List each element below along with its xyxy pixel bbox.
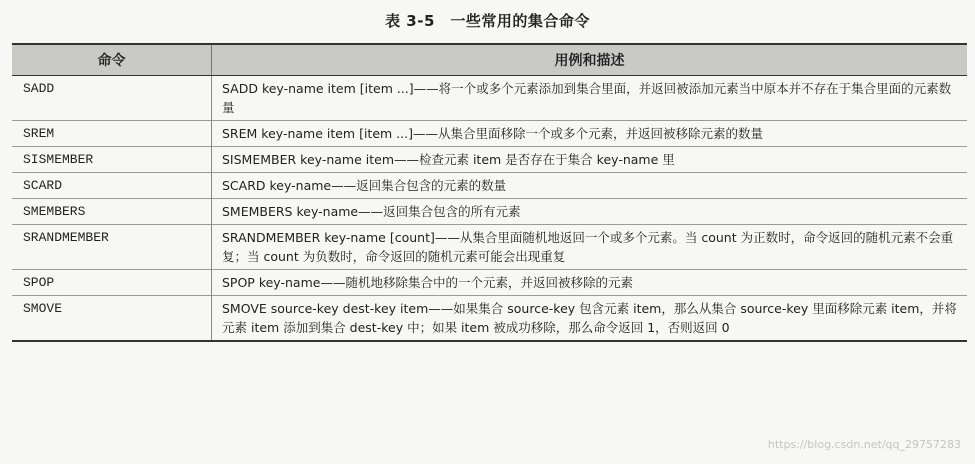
table-body — [12, 76, 967, 342]
header-command: 命令 — [12, 44, 212, 76]
description-cell: SRANDMEMBER key-name [count]——从集合里面随机地返回一个或多个元素。当 count 为正数时，命令返回的随机元素不会重复；当 count 为负数时，命令返回的随机元素可能会出现重复 — [212, 225, 968, 270]
header-description: 用例和描述 — [212, 44, 968, 76]
description-cell: SCARD key-name——返回集合包含的元素的数量 — [212, 173, 968, 199]
description-cell: SMOVE source-key dest-key item——如果集合 source-key 包含元素 item，那么从集合 source-key 里面移除元素 item，并将元素 item 添加到集合 dest-key 中；如果 item 被成功移除，那么命令返回 1，否则返回 0 — [212, 296, 968, 342]
description-cell: SISMEMBER key-name item——检查元素 item 是否存在于集合 key-name 里 — [212, 147, 968, 173]
table-row — [12, 270, 967, 296]
table-row — [12, 121, 967, 147]
command-cell: SRANDMEMBER — [12, 225, 212, 270]
command-cell: SISMEMBER — [12, 147, 212, 173]
table-row — [12, 296, 967, 342]
header-row — [12, 44, 967, 76]
table-row — [12, 225, 967, 270]
command-cell: SCARD — [12, 173, 212, 199]
command-cell: SADD — [12, 76, 212, 121]
set-commands-table — [12, 43, 967, 342]
description-cell: SPOP key-name——随机地移除集合中的一个元素，并返回被移除的元素 — [212, 270, 968, 296]
table-row — [12, 76, 967, 121]
description-cell: SMEMBERS key-name——返回集合包含的所有元素 — [212, 199, 968, 225]
description-cell: SREM key-name item [item ...]——从集合里面移除一个或多个元素，并返回被移除元素的数量 — [212, 121, 968, 147]
watermark: https://blog.csdn.net/qq_29757283 — [767, 438, 961, 451]
table-row — [12, 173, 967, 199]
table-row — [12, 199, 967, 225]
command-cell: SMOVE — [12, 296, 212, 342]
table-header — [12, 44, 967, 76]
command-cell: SREM — [12, 121, 212, 147]
table-caption: 表 3-5 一些常用的集合命令 — [385, 12, 590, 30]
description-cell: SADD key-name item [item ...]——将一个或多个元素添加到集合里面，并返回被添加元素当中原本并不存在于集合里面的元素数量 — [222, 81, 952, 115]
table-row — [12, 147, 967, 173]
command-cell: SPOP — [12, 270, 212, 296]
command-cell: SMEMBERS — [12, 199, 212, 225]
